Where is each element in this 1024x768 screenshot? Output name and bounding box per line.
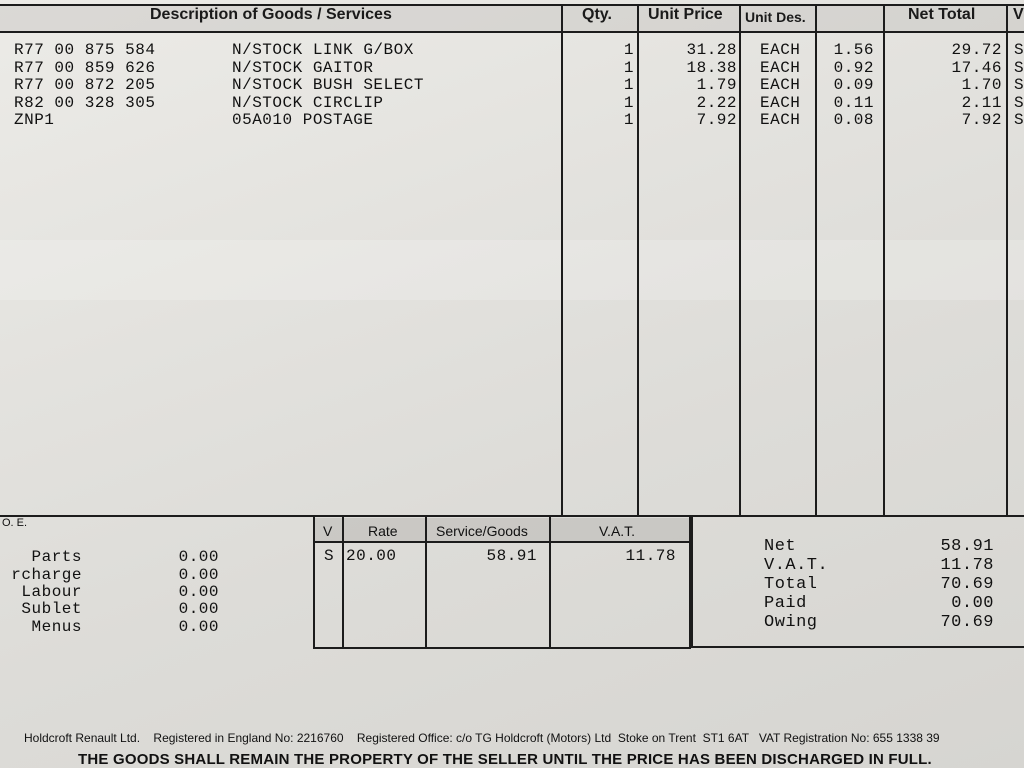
charge-label: Parts [31, 548, 82, 566]
vat-table-div1 [342, 517, 344, 648]
item-description: N/STOCK CIRCLIP [232, 94, 384, 112]
col-divider-disc [815, 4, 817, 516]
vat-table-div2 [425, 517, 427, 648]
totals-value: 0.00 [951, 594, 994, 613]
charge-label: Sublet [21, 600, 82, 618]
item-discount: 0.11 [833, 94, 874, 112]
item-qty: 1 [623, 76, 634, 94]
item-description: N/STOCK GAITOR [232, 59, 374, 77]
item-code: R82 00 328 305 [14, 94, 156, 112]
col-divider-vat [1006, 4, 1008, 516]
vat-table-header-line [313, 541, 691, 543]
totals-box-left [691, 517, 693, 648]
vat-row-rate: 20.00 [346, 547, 397, 565]
item-unit: EACH [760, 111, 801, 129]
totals-label: Owing [764, 613, 818, 632]
item-unit-price: 31.28 [686, 41, 737, 59]
totals-value: 70.69 [940, 613, 994, 632]
item-net-total: 2.11 [961, 94, 1002, 112]
charge-label: rcharge [11, 566, 82, 584]
items-bottom-line [0, 515, 1024, 517]
item-code: R77 00 875 584 [14, 41, 156, 59]
vat-header-rate: Rate [368, 523, 398, 539]
totals-value: 58.91 [940, 537, 994, 556]
item-discount: 1.56 [833, 41, 874, 59]
item-description: N/STOCK LINK G/BOX [232, 41, 414, 59]
item-unit: EACH [760, 94, 801, 112]
charge-value: 0.00 [178, 583, 219, 601]
item-code: ZNP1 [14, 111, 55, 129]
company-registration: Holdcroft Renault Ltd. Registered in England No: 2216760 Registered Office: c/o TG Holdcroft (Motors) Ltd Stoke on Trent ST1 6AT VAT Registration No: 655 1338 39 [24, 731, 940, 745]
col-header-description: Description of Goods / Services [150, 6, 392, 23]
col-header-unit-des: Unit Des. [745, 9, 806, 25]
item-discount: 0.08 [833, 111, 874, 129]
col-header-net-total: Net Total [908, 6, 976, 23]
item-net-total: 7.92 [961, 111, 1002, 129]
vat-row-goods: 58.91 [486, 547, 537, 565]
item-vat-code: S [1014, 59, 1024, 77]
col-header-vat: V [1013, 6, 1024, 23]
totals-label: Paid [764, 594, 807, 613]
col-header-qty: Qty. [582, 6, 612, 23]
item-discount: 0.09 [833, 76, 874, 94]
charge-label: Menus [31, 618, 82, 636]
vat-table-bottom [313, 647, 691, 649]
totals-box-bottom [691, 646, 1024, 648]
item-unit: EACH [760, 76, 801, 94]
col-divider-qty [561, 4, 563, 516]
item-net-total: 29.72 [951, 41, 1002, 59]
item-code: R77 00 859 626 [14, 59, 156, 77]
totals-value: 11.78 [940, 556, 994, 575]
charge-label: Labour [21, 583, 82, 601]
totals-label: V.A.T. [764, 556, 829, 575]
item-unit-price: 1.79 [696, 76, 737, 94]
item-vat-code: S [1014, 94, 1024, 112]
item-qty: 1 [623, 59, 634, 77]
vat-row-vat: 11.78 [625, 547, 676, 565]
item-description: 05A010 POSTAGE [232, 111, 374, 129]
eoe-label: O. E. [2, 517, 28, 529]
vat-table-left [313, 517, 315, 648]
item-unit-price: 18.38 [686, 59, 737, 77]
col-divider-unit [739, 4, 741, 516]
vat-header-v: V [323, 523, 333, 539]
charge-value: 0.00 [178, 600, 219, 618]
col-divider-price [637, 4, 639, 516]
col-header-unit-price: Unit Price [648, 6, 723, 23]
totals-value: 70.69 [940, 575, 994, 594]
item-qty: 1 [623, 111, 634, 129]
totals-label: Net [764, 537, 797, 556]
retention-of-title-notice: THE GOODS SHALL REMAIN THE PROPERTY OF THE SELLER UNTIL THE PRICE HAS BEEN DISCHARGED IN FULL. [78, 751, 932, 768]
item-qty: 1 [623, 94, 634, 112]
paper-fold [0, 240, 1024, 300]
totals-label: Total [764, 575, 818, 594]
item-unit-price: 2.22 [696, 94, 737, 112]
charge-value: 0.00 [178, 566, 219, 584]
item-net-total: 1.70 [961, 76, 1002, 94]
vat-row-v: S [324, 547, 335, 565]
col-divider-net [883, 4, 885, 516]
item-unit: EACH [760, 41, 801, 59]
vat-table-div3 [549, 517, 551, 648]
item-discount: 0.92 [833, 59, 874, 77]
item-vat-code: S [1014, 76, 1024, 94]
charge-value: 0.00 [178, 618, 219, 636]
item-qty: 1 [623, 41, 634, 59]
item-net-total: 17.46 [951, 59, 1002, 77]
item-unit: EACH [760, 59, 801, 77]
charge-value: 0.00 [178, 548, 219, 566]
item-unit-price: 7.92 [696, 111, 737, 129]
item-vat-code: S [1014, 41, 1024, 59]
item-vat-code: S [1014, 111, 1024, 129]
item-code: R77 00 872 205 [14, 76, 156, 94]
vat-header-goods: Service/Goods [436, 523, 528, 539]
vat-header-vat: V.A.T. [599, 523, 636, 539]
item-description: N/STOCK BUSH SELECT [232, 76, 424, 94]
